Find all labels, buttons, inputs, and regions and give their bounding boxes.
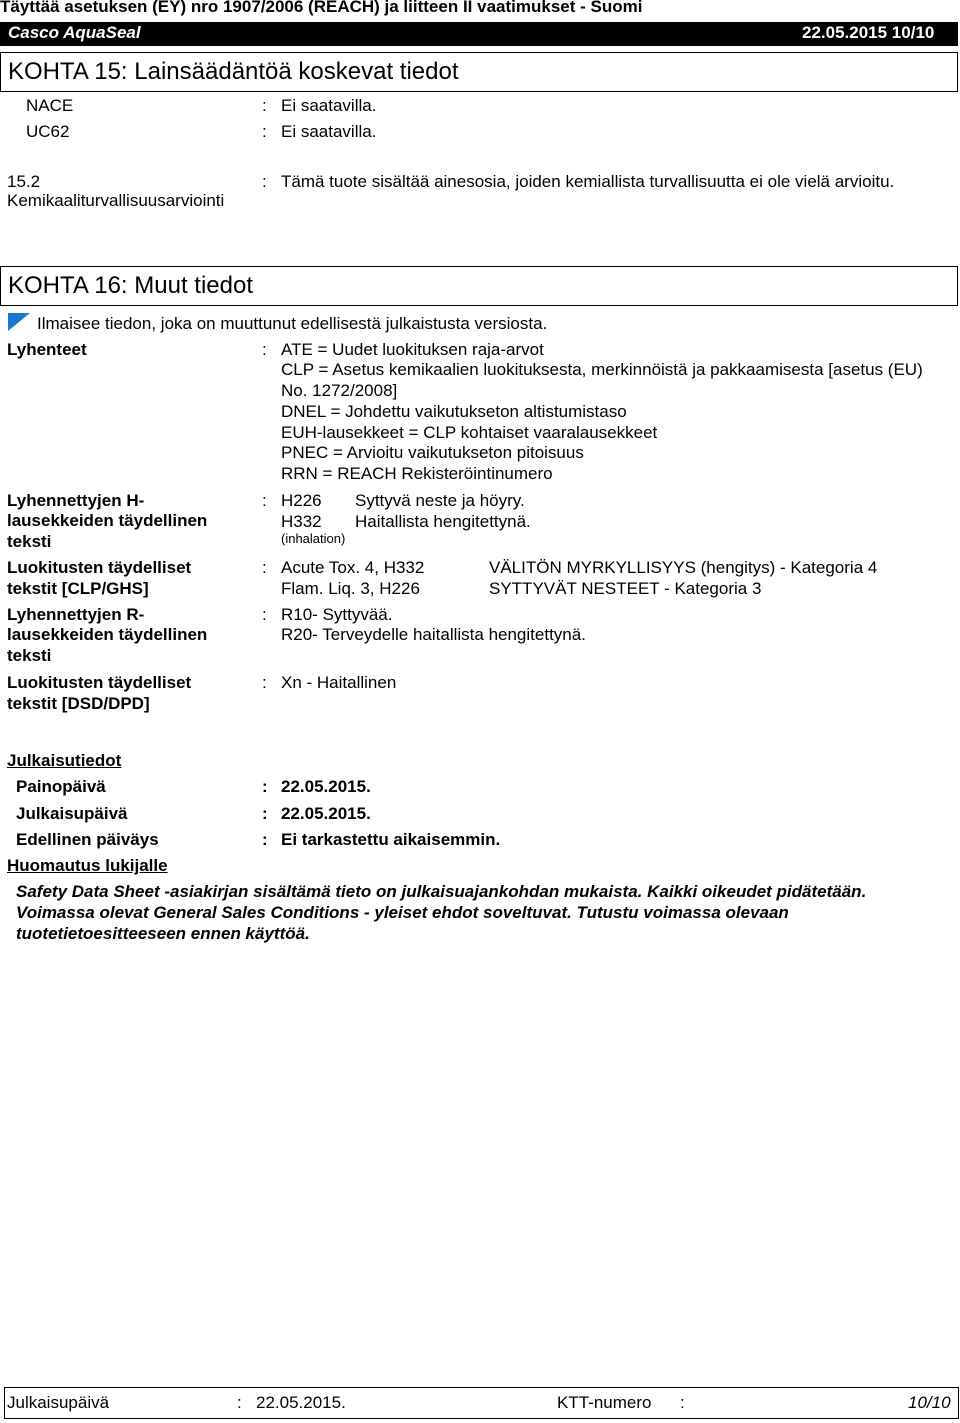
clp-label: tekstit [CLP/GHS] [7,579,149,598]
dsd-label: tekstit [DSD/DPD] [7,694,150,713]
product-name: Casco AquaSeal [8,23,141,42]
colon: : [680,1393,685,1412]
h-code: H332 [281,512,322,531]
header-date-page: 22.05.2015 10/10 [802,23,935,42]
colon: : [262,605,267,624]
notice-line: tuotetietoesitteeseen ennen käyttöä. [16,924,310,943]
release-date-value: 22.05.2015. [281,804,371,823]
colon: : [262,777,268,796]
s152-value: Tämä tuote sisältää ainesosia, joiden kemiallista turvallisuutta ei ole vielä arvioitu. [281,172,895,191]
abbr-line: PNEC = Arvioitu vaikutukseton pitoisuus [281,443,584,462]
section15-title: KOHTA 15: Lainsäädäntöä koskevat tiedot [8,58,459,85]
release-date-label: Julkaisupäivä [16,804,128,823]
uc62-value: Ei saatavilla. [281,122,377,141]
abbr-line: CLP = Asetus kemikaalien luokituksesta, merkinnöistä ja pakkaamisesta [asetus (EU) [281,360,923,379]
r-line: R10- Syttyvää. [281,605,393,624]
colon: : [262,172,267,191]
h-label: Lyhennettyjen H- [7,491,145,510]
footer [4,1387,959,1419]
r-label: Lyhennettyjen R- [7,605,145,624]
abbr-line: DNEL = Johdettu vaikutukseton altistumistaso [281,402,627,421]
abbr-line: No. 1272/2008] [281,381,398,400]
colon: : [262,96,267,115]
abbr-line: ATE = Uudet luokituksen raja-arvot [281,340,544,359]
uc62-label: UC62 [26,122,70,141]
footer-release-label: Julkaisupäivä [7,1393,110,1412]
colon: : [262,804,268,823]
change-marker-icon [8,313,30,331]
nace-label: NACE [26,96,74,115]
h-text: Haitallista hengitettynä. [355,512,531,531]
s152-label-number: 15.2 [7,172,41,191]
previous-date-value: Ei tarkastettu aikaisemmin. [281,830,501,849]
dsd-label: Luokitusten täydelliset [7,673,192,692]
footer-page: 10/10 [908,1393,951,1412]
colon: : [262,558,267,577]
clp-label: Luokitusten täydelliset [7,558,192,577]
section15-header [0,52,958,92]
r-label: teksti [7,646,52,665]
clp-code: Flam. Liq. 3, H226 [281,579,420,598]
section16-header [0,266,958,306]
abbr-line: EUH-lausekkeet = CLP kohtaiset vaaralausekkeet [281,423,658,442]
footer-release-value: 22.05.2015. [256,1393,346,1412]
notice-line: Safety Data Sheet -asiakirjan sisältämä tieto on julkaisuajankohdan mukaista. Kaikki oikeudet pidätetään. [16,882,867,901]
h-label: teksti [7,532,52,551]
colon: : [262,340,267,359]
clp-text: VÄLITÖN MYRKYLLISYYS (hengitys) - Kategoria 4 [489,558,878,577]
previous-date-label: Edellinen päiväys [16,830,159,849]
print-date-value: 22.05.2015. [281,777,371,796]
abbr-line: RRN = REACH Rekisteröintinumero [281,464,553,483]
clp-code: Acute Tox. 4, H332 [281,558,425,577]
print-date-label: Painopäivä [16,777,106,796]
colon: : [262,673,267,692]
h-code: H226 [281,491,322,510]
colon: : [262,830,268,849]
r-line: R20- Terveydelle haitallista hengitettynä. [281,625,586,644]
h-note: (inhalation) [281,531,346,546]
abbr-label: Lyhenteet [7,340,87,359]
notice-line: Voimassa olevat General Sales Conditions - yleiset ehdot soveltuvat. Tutustu voimassa olevaan [16,903,789,922]
publication-heading: Julkaisutiedot [7,751,122,770]
header-bar [0,22,958,46]
colon: : [262,491,267,510]
section16-title: KOHTA 16: Muut tiedot [8,272,254,299]
s152-label-text: Kemikaaliturvallisuusarviointi [7,191,225,210]
colon: : [237,1393,242,1412]
change-note: Ilmaisee tiedon, joka on muuttunut edellisestä julkaistusta versiosta. [37,314,548,333]
clp-text: SYTTYVÄT NESTEET - Kategoria 3 [489,579,762,598]
notice-heading: Huomautus lukijalle [7,856,168,875]
footer-ktt-label: KTT-numero [557,1393,652,1412]
dsd-value: Xn - Haitallinen [281,673,397,692]
document-title: Täyttää asetuksen (EY) nro 1907/2006 (REACH) ja liitteen II vaatimukset - Suomi [0,0,643,16]
h-label: lausekkeiden täydellinen [7,511,208,530]
colon: : [262,122,267,141]
h-text: Syttyvä neste ja höyry. [355,491,525,510]
r-label: lausekkeiden täydellinen [7,625,208,644]
nace-value: Ei saatavilla. [281,96,377,115]
